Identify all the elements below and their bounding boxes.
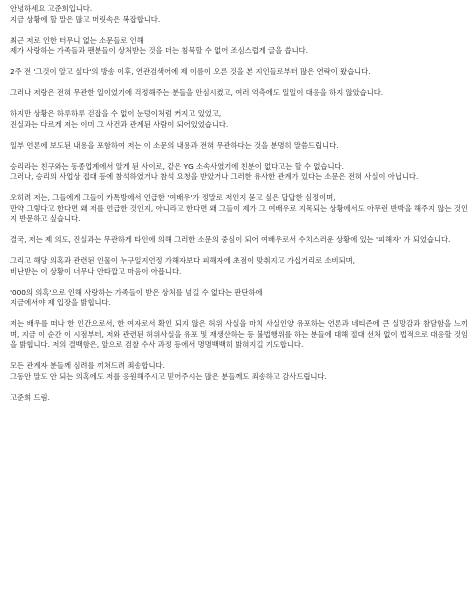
text-line: 진실과는 다르게 저는 이미 그 사건과 관계된 사람이 되어있었습니다. <box>10 119 229 129</box>
paragraph <box>10 141 468 152</box>
text-line: 그동안 말도 안 되는 의혹에도 저를 응원해주시고 믿어주시는 많은 분들께도 죄송하고 감사드립니다. <box>10 371 327 381</box>
paragraph <box>10 109 468 130</box>
text-line: 만약 그렇다고 한다면 왜 저를 언급한 것인지, 아니라고 한다면 왜 그들이 제가 그 여배우로 지목되는 상황에서도 아무런 반박을 해주지 않는 것인지 반문하고 싶습니다. <box>10 203 468 223</box>
paragraph <box>10 67 468 78</box>
text-line: 그러나 저랑은 전혀 무관한 일이었기에 걱정해주는 분들을 안심시켰고, 여러 억측에도 일일이 대응을 하지 않았습니다. <box>10 88 384 97</box>
paragraph <box>10 193 468 225</box>
text-line: 일부 언론에 보도된 내용을 포함하여 저는 이 소문의 내용과 전혀 무관하다는 것을 분명히 말씀드립니다. <box>10 140 339 150</box>
paragraph <box>10 256 468 277</box>
text-line: 하지만 상황은 하루하루 걷잡을 수 없이 눈덩이처럼 커지고 있었고, <box>10 109 222 118</box>
paragraph <box>10 36 468 57</box>
paragraph <box>10 235 468 246</box>
text-line: 그러나, 승리의 사업상 접대 등에 참석하였거나 참석 요청을 받았거나 그러한 유사한 관계가 있다는 소문은 전혀 사실이 아닙니다. <box>10 172 419 181</box>
text-line: 2주 전 '그것이 알고 싶다'의 방송 이후, 연관검색어에 제 이름이 오른 것을 본 지인들로부터 많은 연락이 왔습니다. <box>10 67 371 76</box>
text-line: 지금 상황에 할 말은 많고 머릿속은 복잡합니다. <box>10 14 161 24</box>
text-line: 승리라는 친구와는 동종업계에서 알게 된 사이로, 같은 YG 소속사였기에 친분이 없다고는 할 수 없습니다. <box>10 161 344 171</box>
letter-document <box>10 4 468 414</box>
text-line: 모든 관계자 분들께 심려를 끼쳐드려 죄송합니다. <box>10 361 165 370</box>
text-line: 최근 저로 인한 터무니 없는 소문들로 인해 <box>10 35 144 45</box>
text-line: 비난받는 이 상황이 너무나 안타깝고 마음이 아픕니다. <box>10 266 182 276</box>
signature-paragraph <box>10 393 468 404</box>
paragraph <box>10 288 468 309</box>
text-line: '000의 의혹'으로 인해 사랑하는 가족들이 받은 상처를 넘길 수 없다는 판단하에 <box>10 287 263 297</box>
paragraph <box>10 319 468 351</box>
text-line: 결국, 저는 제 의도, 진실과는 무관하게 타인에 의해 그러한 소문의 중심이 되어 여배우로서 수치스러운 상황에 있는 '피해자' 가 되었습니다. <box>10 235 451 244</box>
paragraph <box>10 361 468 382</box>
text-line: 그리고 해당 의혹과 관련된 인물이 누구일지언정 가해자보다 피해자에 초점이 맞춰지고 가십거리로 소비되며, <box>10 256 356 265</box>
greeting-paragraph <box>10 4 468 25</box>
text-line: 지금에서야 제 입장을 밝힙니다. <box>10 298 111 307</box>
text-line: 오히려 저는, 그들에게 그들이 카톡방에서 언급한 '여배우'가 정말로 저인지 묻고 싶은 답답한 심정이며, <box>10 193 336 202</box>
paragraph <box>10 88 468 99</box>
text-line: 제가 사랑하는 가족들과 팬분들이 상처받는 것을 더는 침묵할 수 없어 조심스럽게 글을 씁니다. <box>10 46 309 55</box>
paragraph <box>10 162 468 183</box>
text-line: 저는 배우를 떠나 한 인간으로서, 한 여자로서 확인 되지 않은 허위 사실을 마치 사실인양 유포하는 언론과 네티즌에 큰 실망감과 참담함을 느끼며, 지금 이 순간 이 시점부터, 저와 관련된 허위사실을 유포 및 재생산하는 등 불법행위를 하는 분들에 대해 절대 선처 없이 법적으로 대응할 것임을 밝힙니다. 저의 결백함은, 앞으로 검찰 수사 과정 등에서 명명백백히 밝혀지길 기도합니다. <box>10 319 468 349</box>
text-line: 안녕하세요 고준희입니다. <box>10 4 93 13</box>
signature-text: 고준희 드림. <box>10 392 50 402</box>
